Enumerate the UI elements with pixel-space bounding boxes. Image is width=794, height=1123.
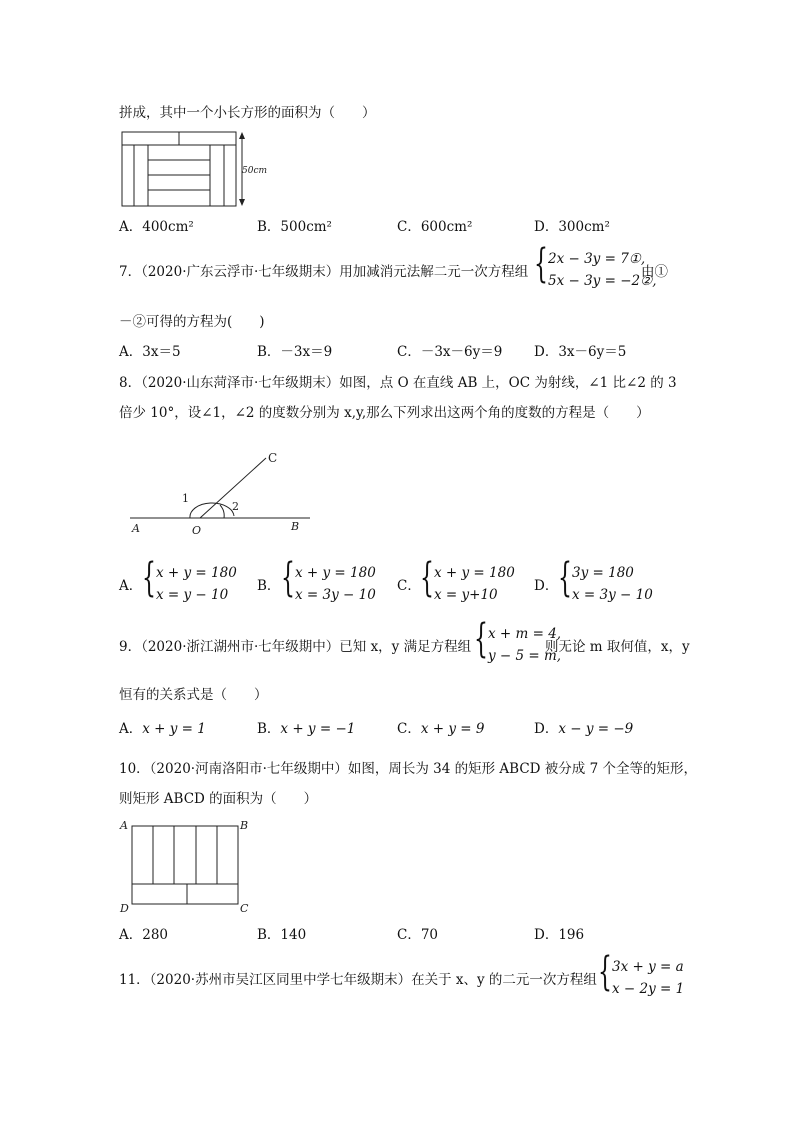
q7-option-b: B．－3x＝9 (257, 344, 333, 360)
q9-option-a (119, 720, 206, 738)
q9-option-d (534, 720, 633, 738)
q8-label-c: C (268, 451, 278, 465)
q8-stem-line1: 8．（2020·山东菏泽市·七年级期末）如图，点 O 在直线 AB 上，OC 为射线，∠1 比∠2 的 3 (119, 375, 677, 391)
q11-equation-system (598, 949, 685, 1000)
q6-option-b: B．500cm² (257, 219, 332, 235)
q6-figure-label: 50cm (242, 166, 268, 176)
q8-option-c-brace: { (420, 555, 434, 601)
q8-option-c-eq2: x = y+10 (434, 587, 498, 603)
q8-option-d-eq1: 3y = 180 (572, 565, 634, 581)
q11-eq2: x − 2y = 1 (612, 981, 685, 997)
q8-option-b-letter: B． (257, 578, 281, 594)
q8-option-d (558, 555, 653, 606)
q7-option-c: C．－3x－6y＝9 (397, 344, 503, 360)
q9-option-d-letter: D． (534, 721, 559, 737)
q8-option-c-letter: C． (397, 578, 421, 594)
q8-label-2: 2 (232, 500, 239, 513)
q9-option-a-letter: A． (119, 721, 143, 737)
q7-stem-after: 由① (641, 264, 668, 280)
q8-option-d-eq2: x = 3y − 10 (572, 587, 653, 603)
q8-figure (124, 446, 324, 538)
q10-label-b: B (240, 819, 249, 832)
q11-stem: 11．（2020·苏州市吴江区同里中学七年级期末）在关于 x、y 的二元一次方程组 (119, 972, 597, 988)
q10-option-d: D．196 (534, 927, 585, 943)
q9-stem-line2: 恒有的关系式是（ ） (119, 687, 268, 703)
q8-label-o: O (192, 524, 202, 537)
q11-brace: { (598, 949, 612, 995)
q7-option-a: A．3x＝5 (119, 344, 181, 360)
q10-stem-line2: 则矩形 ABCD 的面积为（ ） (119, 791, 318, 807)
q8-option-a-eq2: x = y − 10 (156, 587, 229, 603)
q8-option-a-eq1: x + y = 180 (156, 565, 237, 581)
q8-label-1: 1 (182, 492, 189, 505)
q9-eq2: y − 5 = m, (488, 648, 562, 664)
q9-option-a-expr: x + y = 1 (142, 721, 206, 737)
q8-option-c-eq1: x + y = 180 (434, 565, 515, 581)
q9-stem: 9．（2020·浙江湖州市·七年级期中）已知 x，y 满足方程组 (119, 639, 472, 655)
q10-option-c: C．70 (397, 927, 439, 943)
q9-option-b (257, 720, 355, 738)
q10-label-c: C (240, 902, 249, 915)
q9-stem-after: 则无论 m 取何值，x，y (545, 639, 690, 655)
q8-option-c (420, 555, 515, 606)
q7-equation-system (534, 241, 657, 292)
q10-figure (118, 816, 258, 916)
q8-option-d-letter: D． (534, 578, 559, 594)
q9-option-b-letter: B． (257, 721, 281, 737)
q10-option-a: A．280 (119, 927, 169, 943)
q8-label-a: A (132, 522, 140, 535)
q11-eq1: 3x + y = a (612, 959, 684, 975)
q10-option-b: B．140 (257, 927, 307, 943)
q9-option-c-expr: x + y = 9 (420, 721, 485, 737)
q8-option-b (281, 555, 376, 606)
q8-option-a (142, 555, 237, 606)
q7-brace: { (534, 241, 548, 287)
q7-eq1: 2x − 3y = 7①, (548, 251, 646, 267)
q7-eq2: 5x − 3y = −2②, (548, 273, 657, 289)
q8-stem-line2: 倍少 10°，设∠1，∠2 的度数分别为 x,y,那么下列求出这两个角的度数的方程是（ ） (119, 405, 650, 421)
q8-label-b: B (291, 520, 300, 533)
q10-label-d: D (120, 902, 129, 915)
q6-option-d: D．300cm² (534, 219, 610, 235)
q6-option-a: A．400cm² (119, 219, 194, 235)
q8-option-a-brace: { (142, 555, 156, 601)
q9-option-b-expr: x + y = −1 (280, 721, 356, 737)
q10-stem-line1: 10．（2020·河南洛阳市·七年级期中）如图，周长为 34 的矩形 ABCD 被分成 7 个全等的矩形， (119, 761, 697, 777)
q7-stem: 7．（2020·广东云浮市·七年级期末）用加减消元法解二元一次方程组 (119, 264, 529, 280)
q8-option-d-brace: { (558, 555, 572, 601)
q9-option-c (397, 720, 484, 738)
q9-eq1: x + m = 4, (488, 626, 562, 642)
q9-option-c-letter: C． (397, 721, 421, 737)
q8-option-b-eq1: x + y = 180 (295, 565, 376, 581)
q8-option-b-eq2: x = 3y − 10 (295, 587, 376, 603)
q9-option-d-expr: x − y = −9 (558, 721, 634, 737)
q6-option-c: C．600cm² (397, 219, 473, 235)
q6-figure (118, 128, 278, 210)
q7-stem-line2: －②可得的方程为( ) (119, 314, 265, 330)
q8-option-a-letter: A． (119, 578, 143, 594)
q6-stem: 拼成，其中一个小长方形的面积为（ ） (119, 105, 376, 121)
q10-label-a: A (120, 819, 128, 832)
q9-brace: { (474, 616, 488, 662)
q7-option-d: D．3x－6y＝5 (534, 344, 627, 360)
q8-option-b-brace: { (281, 555, 295, 601)
